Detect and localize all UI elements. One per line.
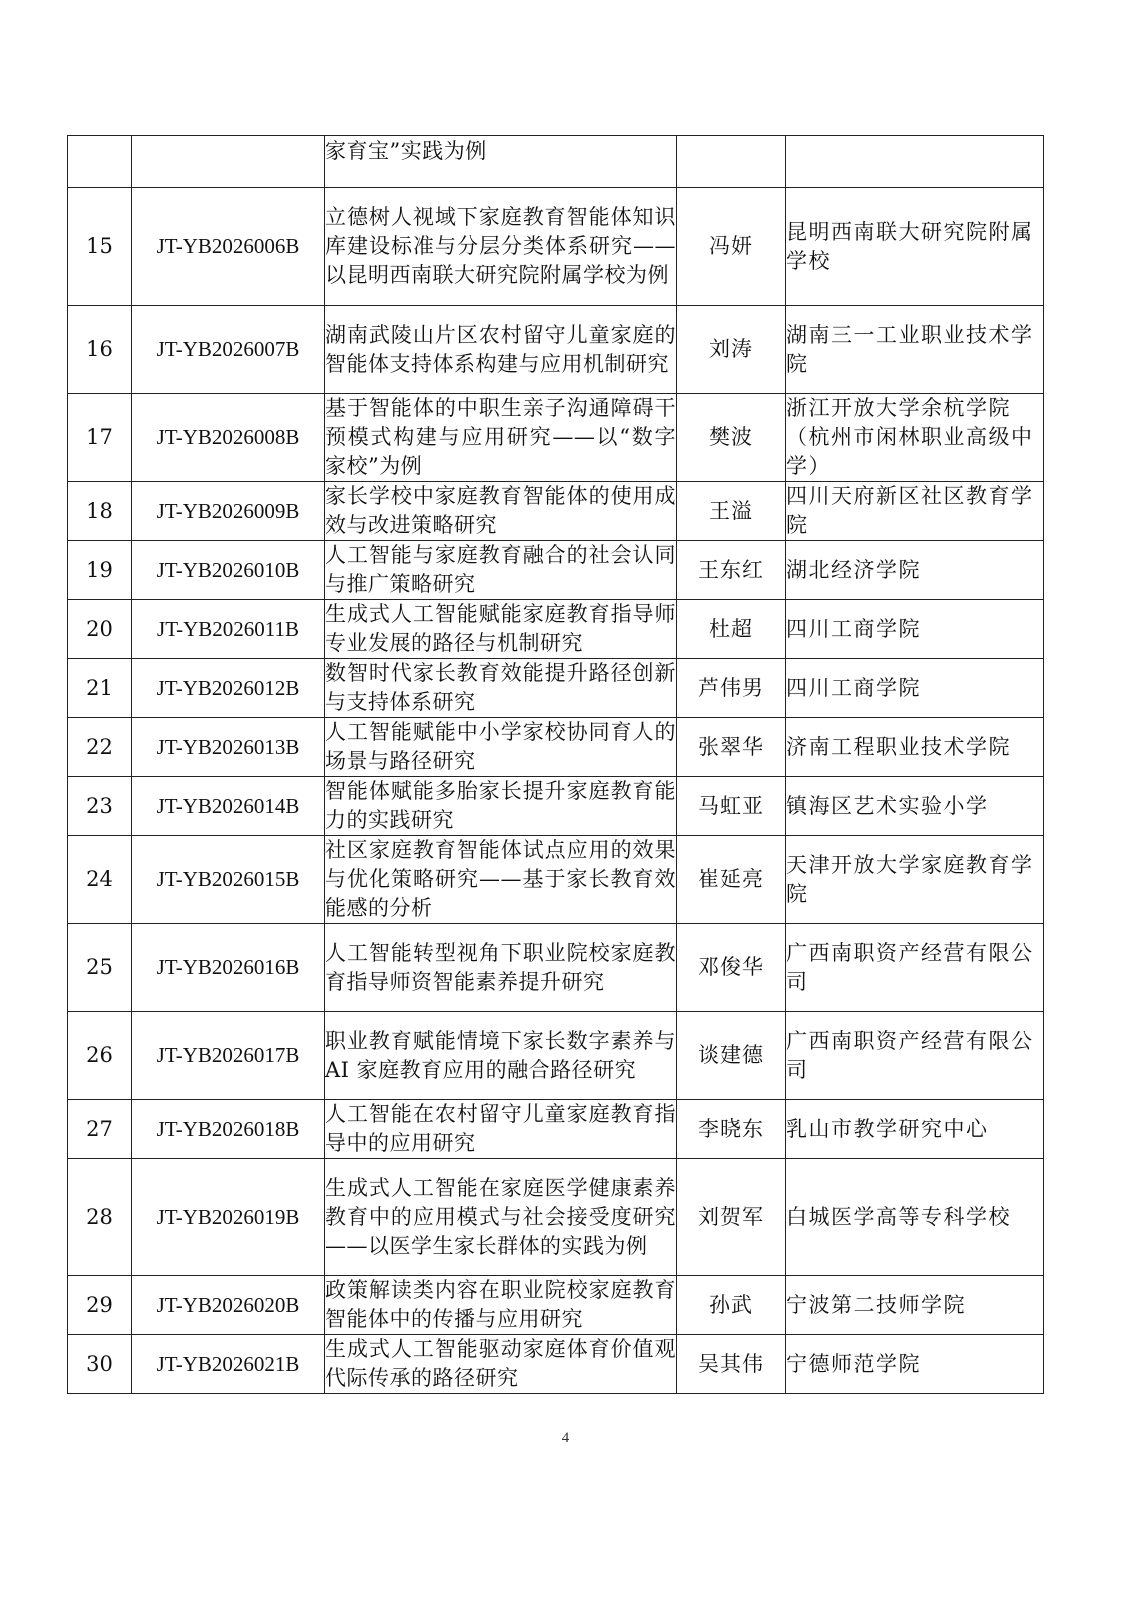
table-row	[68, 1012, 1044, 1100]
table-row	[68, 541, 1044, 600]
project-title: 政策解读类内容在职业院校家庭教育智能体中的传播与应用研究	[325, 1276, 677, 1335]
organization: 宁波第二技师学院	[786, 1276, 1044, 1335]
project-code: JT-YB2026014B	[132, 777, 325, 836]
organization: 济南工程职业技术学院	[786, 718, 1044, 777]
project-leader: 马虹亚	[677, 777, 786, 836]
table-row	[68, 1335, 1044, 1394]
project-code: JT-YB2026020B	[132, 1276, 325, 1335]
project-title: 社区家庭教育智能体试点应用的效果与优化策略研究——基于家长教育效能感的分析	[325, 836, 677, 924]
table-row	[68, 1100, 1044, 1159]
organization: 广西南职资产经营有限公司	[786, 1012, 1044, 1100]
organization: 宁德师范学院	[786, 1335, 1044, 1394]
organization: 天津开放大学家庭教育学院	[786, 836, 1044, 924]
organization: 浙江开放大学余杭学院（杭州市闲林职业高级中学）	[786, 394, 1044, 482]
project-code: JT-YB2026006B	[132, 188, 325, 306]
project-title: 生成式人工智能驱动家庭体育价值观代际传承的路径研究	[325, 1335, 677, 1394]
project-title: 家长学校中家庭教育智能体的使用成效与改进策略研究	[325, 482, 677, 541]
project-title: 生成式人工智能在家庭医学健康素养教育中的应用模式与社会接受度研究——以医学生家长群体的实践为例	[325, 1159, 677, 1276]
project-leader: 孙武	[677, 1276, 786, 1335]
row-number: 27	[68, 1100, 132, 1159]
project-title: 人工智能在农村留守儿童家庭教育指导中的应用研究	[325, 1100, 677, 1159]
page-number: 4	[561, 1430, 570, 1446]
project-code: JT-YB2026013B	[132, 718, 325, 777]
project-title: 人工智能转型视角下职业院校家庭教育指导师资智能素养提升研究	[325, 924, 677, 1012]
organization: 镇海区艺术实验小学	[786, 777, 1044, 836]
project-code: JT-YB2026016B	[132, 924, 325, 1012]
table-row	[68, 1159, 1044, 1276]
project-code: JT-YB2026011B	[132, 600, 325, 659]
organization: 四川天府新区社区教育学院	[786, 482, 1044, 541]
table-row	[68, 836, 1044, 924]
organization: 湖北经济学院	[786, 541, 1044, 600]
table-body	[68, 136, 1044, 1394]
project-leader: 刘贺军	[677, 1159, 786, 1276]
project-leader: 吴其伟	[677, 1335, 786, 1394]
organization: 湖南三一工业职业技术学院	[786, 306, 1044, 394]
row-number: 17	[68, 394, 132, 482]
project-table	[67, 135, 1044, 1394]
table-row	[68, 306, 1044, 394]
organization: 四川工商学院	[786, 659, 1044, 718]
project-leader: 樊波	[677, 394, 786, 482]
project-leader	[677, 136, 786, 188]
row-number: 25	[68, 924, 132, 1012]
table-row	[68, 924, 1044, 1012]
table-row	[68, 394, 1044, 482]
project-leader: 冯妍	[677, 188, 786, 306]
project-code: JT-YB2026007B	[132, 306, 325, 394]
project-leader: 李晓东	[677, 1100, 786, 1159]
table-row	[68, 777, 1044, 836]
row-number: 23	[68, 777, 132, 836]
organization	[786, 136, 1044, 188]
project-title: 数智时代家长教育效能提升路径创新与支持体系研究	[325, 659, 677, 718]
row-number: 22	[68, 718, 132, 777]
row-number: 18	[68, 482, 132, 541]
row-number: 24	[68, 836, 132, 924]
project-code: JT-YB2026010B	[132, 541, 325, 600]
project-code	[132, 136, 325, 188]
row-number: 21	[68, 659, 132, 718]
row-number: 19	[68, 541, 132, 600]
row-number: 30	[68, 1335, 132, 1394]
project-title: 湖南武陵山片区农村留守儿童家庭的智能体支持体系构建与应用机制研究	[325, 306, 677, 394]
project-leader: 邓俊华	[677, 924, 786, 1012]
project-leader: 杜超	[677, 600, 786, 659]
project-leader: 张翠华	[677, 718, 786, 777]
project-leader: 谈建德	[677, 1012, 786, 1100]
organization: 四川工商学院	[786, 600, 1044, 659]
row-number: 29	[68, 1276, 132, 1335]
project-code: JT-YB2026008B	[132, 394, 325, 482]
row-number	[68, 136, 132, 188]
table-row	[68, 1276, 1044, 1335]
project-title: 人工智能与家庭教育融合的社会认同与推广策略研究	[325, 541, 677, 600]
project-title: 生成式人工智能赋能家庭教育指导师专业发展的路径与机制研究	[325, 600, 677, 659]
project-code: JT-YB2026021B	[132, 1335, 325, 1394]
project-leader: 芦伟男	[677, 659, 786, 718]
organization: 乳山市教学研究中心	[786, 1100, 1044, 1159]
table-row	[68, 659, 1044, 718]
table-row	[68, 718, 1044, 777]
project-code: JT-YB2026009B	[132, 482, 325, 541]
organization: 白城医学高等专科学校	[786, 1159, 1044, 1276]
project-code: JT-YB2026012B	[132, 659, 325, 718]
project-leader: 崔延亮	[677, 836, 786, 924]
row-number: 26	[68, 1012, 132, 1100]
project-leader: 刘涛	[677, 306, 786, 394]
project-code: JT-YB2026017B	[132, 1012, 325, 1100]
table-row	[68, 136, 1044, 188]
project-code: JT-YB2026015B	[132, 836, 325, 924]
row-number: 28	[68, 1159, 132, 1276]
row-number: 20	[68, 600, 132, 659]
row-number: 15	[68, 188, 132, 306]
project-title: 智能体赋能多胎家长提升家庭教育能力的实践研究	[325, 777, 677, 836]
organization: 广西南职资产经营有限公司	[786, 924, 1044, 1012]
table-row	[68, 600, 1044, 659]
project-title: 基于智能体的中职生亲子沟通障碍干预模式构建与应用研究——以“数字家校”为例	[325, 394, 677, 482]
organization: 昆明西南联大研究院附属学校	[786, 188, 1044, 306]
project-title: 立德树人视域下家庭教育智能体知识库建设标准与分层分类体系研究——以昆明西南联大研究院附属学校为例	[325, 188, 677, 306]
project-code: JT-YB2026018B	[132, 1100, 325, 1159]
project-title: 职业教育赋能情境下家长数字素养与 AI 家庭教育应用的融合路径研究	[325, 1012, 677, 1100]
table-row	[68, 482, 1044, 541]
project-title: 人工智能赋能中小学家校协同育人的场景与路径研究	[325, 718, 677, 777]
row-number: 16	[68, 306, 132, 394]
project-leader: 王溢	[677, 482, 786, 541]
project-title: 家育宝”实践为例	[325, 136, 677, 188]
project-leader: 王东红	[677, 541, 786, 600]
project-code: JT-YB2026019B	[132, 1159, 325, 1276]
table-row	[68, 188, 1044, 306]
